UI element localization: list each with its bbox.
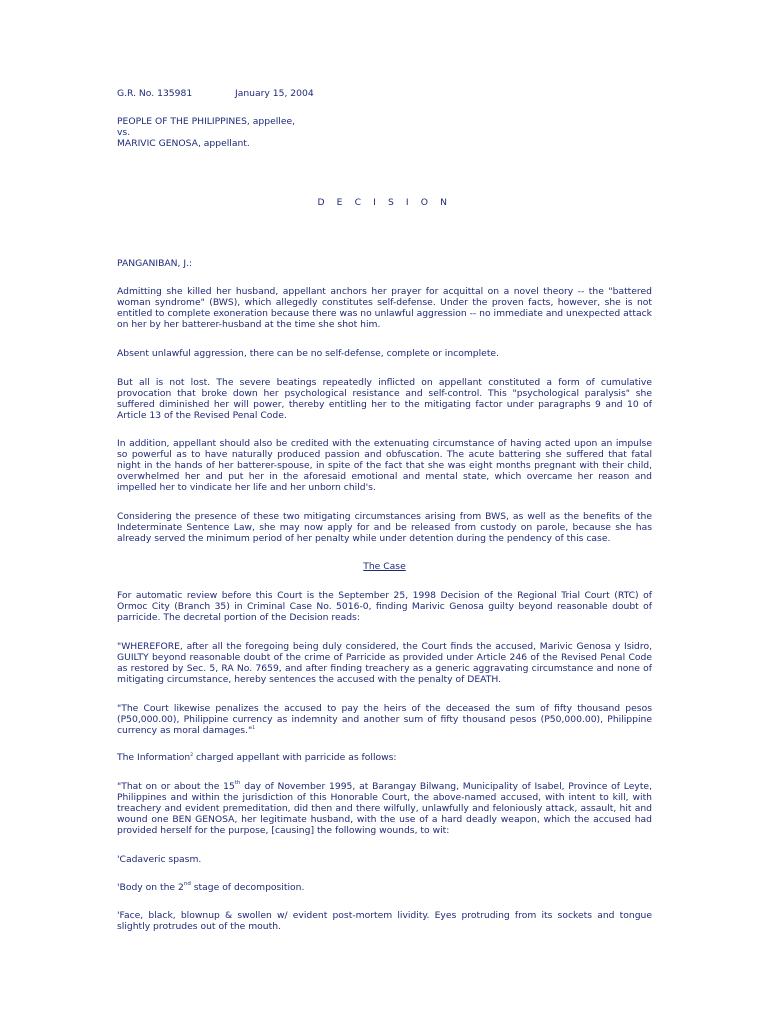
quoted-dispositive-2 bbox=[117, 703, 652, 736]
paragraph-4: In addition, appellant should also be credited with the extenuating circumstance of having acted upon an impulse so powerful as to have naturally produced passion and obfuscation. The acute battering she suffered that fatal night in the hands of her batterer-spouse, in spite of the fact that she was eight months pregnant with their child, overwhelmed her and put her in the aforesaid emotional and mental state, which overcame her reason and impelled her to vindicate her life and her unborn child's. bbox=[117, 438, 652, 493]
footnote-ref-1[interactable]: 1 bbox=[252, 726, 256, 731]
quoted-information-b: day of November 1995, at Barangay Bilwang, Municipality of Isabel, Province of Leyte, Philippines and within the jurisdiction of this Honorable Court, the above-named accused, with intent to kill, with treachery and evident premeditation, did then and there wilfully, unlawfully and feloniously attack, assault, hit and wound one BEN GENOSA, her legitimate husband, with the use of a hard deadly weapon, which the accused had provided herself for the purpose, [causing] the following wounds, to wit: bbox=[117, 781, 652, 836]
section-heading-the-case bbox=[117, 561, 652, 572]
superscript-th: th bbox=[234, 780, 241, 786]
quoted-information bbox=[117, 781, 652, 836]
case-header-line bbox=[117, 88, 314, 99]
party-appellant: MARIVIC GENOSA, appellant. bbox=[117, 138, 250, 149]
quoted-dispositive-1: "WHEREFORE, after all the foregoing being duly considered, the Court finds the accused, Marivic Genosa y Isidro, GUILTY beyond reasonable doubt of the crime of Parricide as provided under Article 246 of the Revised Penal Code as restored by Sec. 5, RA No. 7659, and after finding treachery as a generic aggravating circumstance and none of mitigating circumstance, hereby sentences the accused with the penalty of DEATH. bbox=[117, 641, 652, 685]
wound-item-2 bbox=[117, 882, 304, 893]
information-text-b: charged appellant with parricide as follows: bbox=[193, 752, 397, 763]
paragraph-6: For automatic review before this Court is the September 25, 1998 Decision of the Regional Trial Court (RTC) of Ormoc City (Branch 35) in Criminal Case No. 5016-0, finding Marivic Genosa guilty beyond reasonable doubt of parricide. The decretal portion of the Decision reads: bbox=[117, 590, 652, 623]
wound-item-3: 'Face, black, blownup & swollen w/ evident post-mortem lividity. Eyes protruding from its sockets and tongue slightly protrudes out of the mouth. bbox=[117, 910, 652, 932]
gr-number: G.R. No. 135981 bbox=[117, 88, 193, 99]
paragraph-2: Absent unlawful aggression, there can be no self-defense, complete or incomplete. bbox=[117, 348, 500, 359]
decision-title: D E C I S I O N bbox=[317, 197, 452, 208]
paragraph-3: But all is not lost. The severe beatings repeatedly inflicted on appellant constituted a form of cumulative provocation that broke down her psychological resistance and self-control. This "psychological paralysis" she suffered diminished her will power, thereby entitling her to the mitigating factor under paragraphs 9 and 10 of Article 13 of the Revised Penal Code. bbox=[117, 377, 652, 421]
footnote-ref-2[interactable]: 2 bbox=[190, 753, 194, 758]
section-heading-text: The Case bbox=[363, 561, 406, 572]
party-appellee: PEOPLE OF THE PHILIPPINES, appellee, bbox=[117, 116, 296, 127]
wound-item-2-a: 'Body on the 2 bbox=[117, 882, 184, 893]
superscript-nd: nd bbox=[183, 881, 191, 887]
wound-item-1: 'Cadaveric spasm. bbox=[117, 854, 202, 865]
quoted-information-a: "That on or about the 15 bbox=[117, 781, 235, 792]
quoted-dispositive-2-text: "The Court likewise penalizes the accused to pay the heirs of the deceased the sum of fifty thousand pesos (P50,000.00), Philippine currency as indemnity and another sum of fifty thousand pesos (P50,000.00), Philippine currency as moral damages." bbox=[117, 703, 652, 736]
information-text-a: The Information bbox=[117, 752, 191, 763]
paragraph-1: Admitting she killed her husband, appellant anchors her prayer for acquittal on a novel theory -- the "battered woman syndrome" (BWS), which allegedly constitutes self-defense. Under the proven facts, however, she is not entitled to complete exoneration because there was no unlawful aggression -- no immediate and unexpected attack on her by her batterer-husband at the time she shot him. bbox=[117, 286, 652, 330]
ponente: PANGANIBAN, J.: bbox=[117, 258, 193, 269]
wound-item-2-b: stage of decomposition. bbox=[190, 882, 305, 893]
paragraph-information bbox=[117, 752, 397, 763]
versus-text: vs. bbox=[117, 127, 131, 138]
paragraph-5: Considering the presence of these two mitigating circumstances arising from BWS, as well as the benefits of the Indeterminate Sentence Law, she may now apply for and be released from custody on parole, because she has already served the minimum period of her penalty while under detention during the pendency of this case. bbox=[117, 511, 652, 544]
decision-date: January 15, 2004 bbox=[235, 88, 314, 99]
